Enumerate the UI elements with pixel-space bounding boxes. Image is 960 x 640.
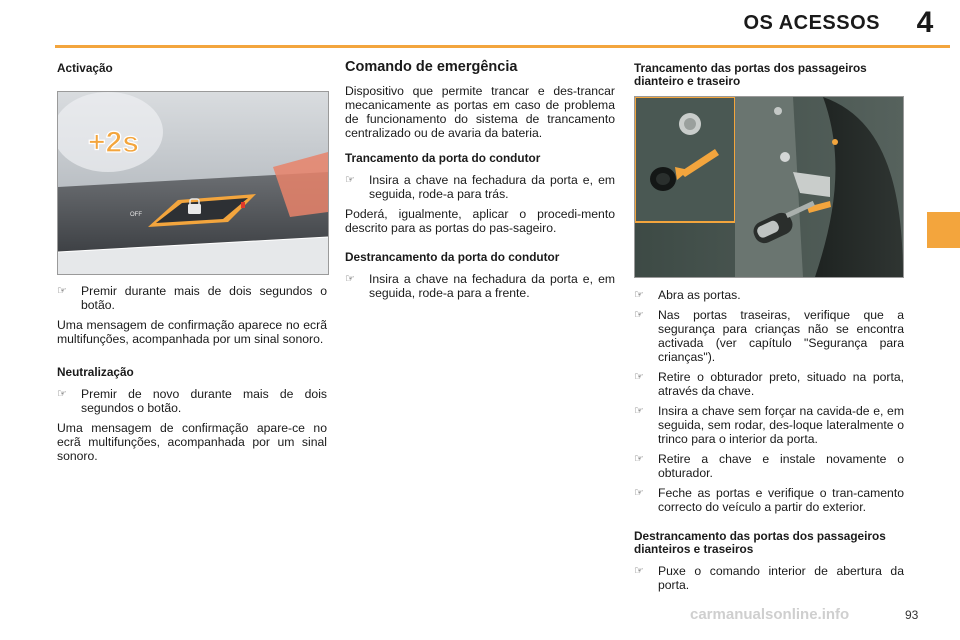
chapter-number: 4: [916, 6, 934, 39]
list-item: ☞ Retire o obturador preto, situado na porta, através da chave.: [634, 370, 904, 398]
list-item: ☞ Retire a chave e instale novamente o obturador.: [634, 452, 904, 480]
passenger-lock-heading: Trancamento das portas dos passageiros dianteiro e traseiro: [634, 61, 867, 88]
page-title: OS ACESSOS: [743, 12, 880, 34]
emergency-intro: Dispositivo que permite trancar e des-trancar mecanicamente as portas em caso de problema de funcionamento do sistema de trancamento centralizado ou de avaria da bateria.: [345, 84, 615, 140]
pointing-hand-icon: ☞: [57, 388, 67, 400]
right-column: [634, 288, 904, 598]
pointing-hand-icon: ☞: [57, 285, 67, 297]
list-item: ☞ Abra as portas.: [634, 288, 741, 302]
lock-button-illustration: [58, 92, 328, 274]
driver-unlock-heading: Destrancamento da porta do condutor: [345, 250, 560, 264]
pointing-hand-icon: ☞: [634, 487, 644, 499]
activation-heading: Activação: [57, 61, 113, 75]
door-lock-illustration: [635, 97, 903, 277]
page-number: 93: [905, 608, 919, 622]
pointing-hand-icon: ☞: [345, 174, 355, 186]
list-item: ☞ Feche as portas e verifique o tran-camento correcto do veículo a partir do exterior.: [634, 486, 904, 514]
pointing-hand-icon: ☞: [634, 309, 644, 321]
deactivation-heading: Neutralização: [57, 365, 134, 379]
list-item: ☞ Insira a chave na fechadura da porta e, em seguida, rode-a para trás.: [345, 173, 615, 201]
hold-time-badge: +2s: [88, 126, 139, 159]
driver-lock-heading: Trancamento da porta do condutor: [345, 151, 541, 165]
chapter-side-tab: [927, 212, 960, 248]
pointing-hand-icon: ☞: [634, 289, 644, 301]
left-column-heading: [57, 62, 327, 83]
list-item: ☞ Puxe o comando interior de abertura da porta.: [634, 564, 904, 592]
pointing-hand-icon: ☞: [634, 371, 644, 383]
left-column: [57, 284, 327, 469]
list-item: ☞ Insira a chave sem forçar na cavida-de e, em seguida, sem rodar, des-loque lateralmente o trinco para o interior da porta.: [634, 404, 904, 446]
list-item: ☞ Insira a chave na fechadura da porta e, em seguida, rode-a para a frente.: [345, 272, 615, 300]
right-column-heading: [634, 62, 904, 96]
door-lock-photo: [634, 96, 904, 278]
activation-confirmation-text: Uma mensagem de confirmação aparece no ecrã multifunções, acompanhada por um sinal sonoro.: [57, 318, 327, 346]
deactivation-confirmation-text: Uma mensagem de confirmação apare-ce no ecrã multifunções, acompanhada por um sinal sonoro.: [57, 421, 327, 463]
pointing-hand-icon: ☞: [634, 453, 644, 465]
header-rule: [55, 45, 950, 48]
passenger-doors-note: Poderá, igualmente, aplicar o procedi-mento descrito para as portas do pas-sageiro.: [345, 207, 615, 235]
watermark: carmanualsonline.info: [690, 606, 850, 623]
off-label: OFF: [130, 212, 142, 218]
pointing-hand-icon: ☞: [345, 273, 355, 285]
lock-button-photo: [57, 91, 329, 275]
list-item: ☞ Nas portas traseiras, verifique que a segurança para crianças não se encontra activada (ver capítulo "Segurança para crianças").: [634, 308, 904, 364]
passenger-unlock-heading: Destrancamento das portas dos passageiros dianteiros e traseiros: [634, 529, 886, 556]
emergency-control-title: Comando de emergência: [345, 59, 518, 75]
middle-column: [345, 60, 615, 306]
pointing-hand-icon: ☞: [634, 405, 644, 417]
list-item: ☞ Premir durante mais de dois segundos o botão.: [57, 284, 327, 312]
list-item: ☞ Premir de novo durante mais de dois segundos o botão.: [57, 387, 327, 415]
pointing-hand-icon: ☞: [634, 565, 644, 577]
